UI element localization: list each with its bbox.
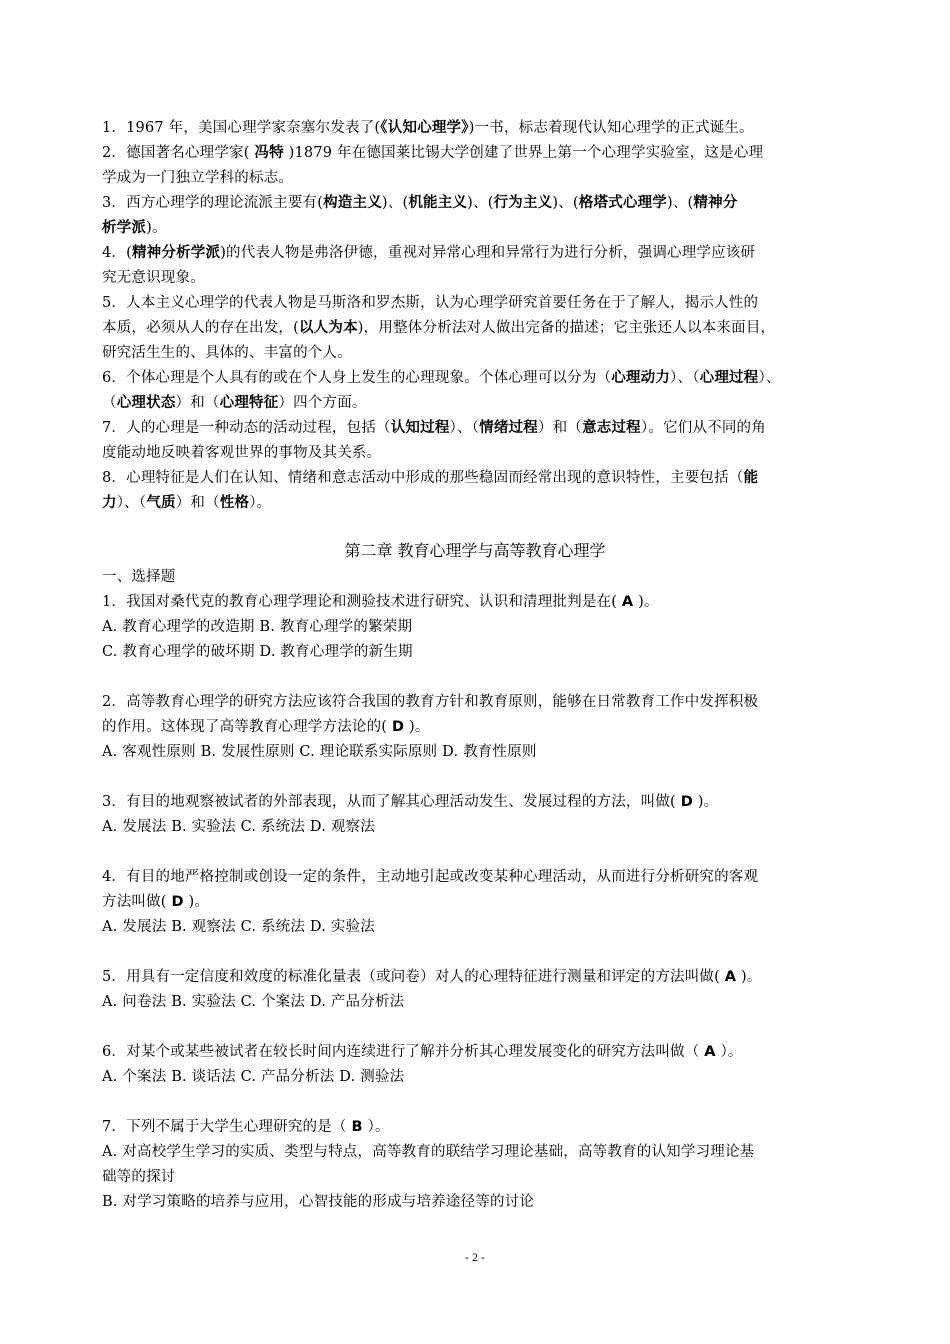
question-text: A. 教育心理学的改造期 B. 教育心理学的繁荣期 xyxy=(102,619,413,635)
answer-text: 情绪过程 xyxy=(479,420,538,436)
text-line xyxy=(102,867,758,887)
question-text: 8．心理特征是人们在认知、情绪和意志活动中形成的那些稳固而经常出现的意识特性，主要包括（ xyxy=(102,470,744,486)
text-line xyxy=(102,243,755,263)
text-line xyxy=(102,343,352,363)
text-line xyxy=(102,917,375,937)
answer-text: 心理特征 xyxy=(219,395,279,411)
question-text: )。 xyxy=(183,894,210,910)
question-text: 1．1967 年，美国心理学家奈塞尔发表了( xyxy=(102,120,381,136)
text-line xyxy=(102,1142,754,1162)
answer-text: 构造主义 xyxy=(323,195,382,211)
answer-text: 以人为本 xyxy=(298,320,358,336)
question-text: 础等的探讨 xyxy=(102,1169,176,1185)
text-line xyxy=(102,617,412,637)
answer-text: 精神分 xyxy=(693,195,738,211)
text-line xyxy=(102,168,293,188)
question-text: B. 对学习策略的培养与应用，心智技能的形成与培养途径等的讨论 xyxy=(102,1194,535,1210)
question-text: 5．人本主义心理学的代表人物是马斯洛和罗杰斯，认为心理学研究首要任务在于了解人，揭示人性的 xyxy=(102,295,759,311)
text-line xyxy=(102,118,754,138)
answer-text: 心理过程 xyxy=(699,370,759,386)
question-text: 5．用具有一定信度和效度的标准化量表（或问卷）对人的心理特征进行测量和评定的方法叫做( xyxy=(102,969,725,985)
question-text: ）和（ xyxy=(537,420,583,436)
text-line xyxy=(102,268,205,288)
question-text: 4．有目的地严格控制或创设一定的条件，主动地引起或改变某种心理活动，从而进行分析研究的客观 xyxy=(102,869,759,885)
text-line xyxy=(102,792,718,812)
question-text: )。 xyxy=(692,794,719,810)
text-line xyxy=(102,318,775,338)
question-text: 一、选择题 xyxy=(102,569,176,585)
question-text: )。 xyxy=(404,719,430,735)
question-text: A. 问卷法 B. 实验法 C. 个案法 D. 产品分析法 xyxy=(102,994,405,1010)
question-text: （ xyxy=(102,395,117,411)
question-text: C. 教育心理学的破坏期 D. 教育心理学的新生期 xyxy=(102,644,413,660)
answer-text: D xyxy=(171,894,184,910)
answer-text: 《认知心理学》 xyxy=(380,120,469,136)
question-text: 7．人的心理是一种动态的活动过程，包括（ xyxy=(102,420,391,436)
answer-text: 冯特 xyxy=(254,145,284,161)
question-text: 3．西方心理学的理论流派主要有( xyxy=(102,195,324,211)
answer-text: A xyxy=(724,969,737,985)
text-line xyxy=(102,493,271,513)
text-line xyxy=(102,592,659,612)
question-text: ）。它们从不同的角 xyxy=(640,420,766,436)
text-line xyxy=(102,642,413,662)
answer-text: 行为主义 xyxy=(493,195,553,211)
answer-text: 力 xyxy=(102,495,117,511)
text-line xyxy=(102,1042,743,1062)
question-text: )、( xyxy=(667,195,694,211)
question-text: )1879 年在德国莱比锡大学创建了世界上第一个心理学实验室，这是心理 xyxy=(283,145,764,161)
question-text: ）四个方面。 xyxy=(278,395,367,411)
text-line xyxy=(102,218,167,238)
text-line xyxy=(102,817,375,837)
answer-text: 气质 xyxy=(146,495,176,511)
question-text: 的作用。这体现了高等教育心理学方法论的( xyxy=(102,719,392,735)
answer-text: 机能主义 xyxy=(408,195,468,211)
question-text: )。 xyxy=(146,220,167,236)
question-text: 6．个体心理是个人具有的或在个人身上发生的心理现象。个体心理可以分为（ xyxy=(102,370,612,386)
answer-text: 析学派 xyxy=(102,220,147,236)
answer-text: 心理状态 xyxy=(116,395,176,411)
text-line xyxy=(102,967,762,987)
text-line xyxy=(102,892,209,912)
text-line xyxy=(102,443,381,463)
text-line xyxy=(102,567,176,587)
question-text: 学成为一门独立学科的标志。 xyxy=(102,170,294,186)
answer-text: 心理动力 xyxy=(611,370,671,386)
answer-text: D xyxy=(680,794,693,810)
question-text: )。 xyxy=(633,594,659,610)
question-text: 研究活生生的、具体的、丰富的个人。 xyxy=(102,345,352,361)
question-text: A. 对高校学生学习的实质、类型与特点，高等教育的联结学习理论基础，高等教育的认知学习理论基 xyxy=(102,1144,755,1160)
question-text: A. 客观性原则 B. 发展性原则 C. 理论联系实际原则 D. 教育性原则 xyxy=(102,744,537,760)
question-text: 本质，必须从人的存在出发，( xyxy=(102,320,299,336)
question-text: 2．高等教育心理学的研究方法应该符合我国的教育方针和教育原则，能够在日常教育工作中发挥积极 xyxy=(102,694,759,710)
answer-text: A xyxy=(621,594,634,610)
answer-text: 能 xyxy=(743,470,759,486)
text-line xyxy=(102,1167,176,1187)
answer-text: B xyxy=(351,1119,363,1135)
question-text: A. 发展法 B. 观察法 C. 系统法 D. 实验法 xyxy=(102,919,375,935)
question-text: 2．德国著名心理学家( xyxy=(102,145,255,161)
question-text: 3．有目的地观察被试者的外部表现，从而了解其心理活动发生、发展过程的方法，叫做( xyxy=(102,794,681,810)
text-line xyxy=(102,692,758,712)
chapter-title: 第二章 教育心理学与高等教育心理学 xyxy=(344,541,606,560)
question-text: )一书，标志着现代认知心理学的正式诞生。 xyxy=(468,120,754,136)
question-text: ）和（ xyxy=(175,395,220,411)
question-text: ）、（ xyxy=(116,495,147,511)
question-text: 方法叫做( xyxy=(102,894,172,910)
text-line xyxy=(102,418,766,438)
text-line xyxy=(102,193,738,213)
answer-text: 精神分析学派 xyxy=(131,245,221,261)
text-line xyxy=(102,1117,390,1137)
text-line xyxy=(102,293,758,313)
text-line xyxy=(102,143,763,163)
answer-text: 格塔式心理学 xyxy=(578,195,667,211)
question-text: ）、（ xyxy=(670,370,700,386)
text-line xyxy=(102,368,781,388)
page-number: - 2 - xyxy=(465,1250,485,1264)
question-text: 究无意识现象。 xyxy=(102,270,205,286)
question-text: ）和（ xyxy=(175,495,220,511)
answer-text: 性格 xyxy=(219,495,250,511)
text-line xyxy=(102,1192,534,1212)
text-line xyxy=(102,468,758,488)
answer-text: 意志过程 xyxy=(582,420,641,436)
question-text: )、( xyxy=(552,195,579,211)
text-line xyxy=(102,717,430,737)
answer-text: 认知过程 xyxy=(390,420,450,436)
question-text: A. 发展法 B. 实验法 C. 系统法 D. 观察法 xyxy=(102,819,375,835)
question-text: 7．下列不属于大学生心理研究的是（ xyxy=(102,1119,352,1135)
question-text: 度能动地反映着客观世界的事物及其关系。 xyxy=(102,445,382,461)
question-text: A. 个案法 B. 谈话法 C. 产品分析法 D. 测验法 xyxy=(102,1069,405,1085)
question-text: )、( xyxy=(381,195,409,211)
question-text: )、( xyxy=(467,195,494,211)
question-text: ）。 xyxy=(249,495,272,511)
text-line xyxy=(102,1067,404,1087)
question-text: 6．对某个或某些被试者在较长时间内连续进行了解并分析其心理发展变化的研究方法叫做（ xyxy=(102,1044,705,1060)
question-text: ）、 xyxy=(758,370,781,386)
question-text: ）。 xyxy=(715,1044,743,1060)
text-line xyxy=(102,992,404,1012)
question-text: )，用整体分析法对人做出完备的描述；它主张还人以本来面目， xyxy=(357,320,776,336)
question-text: 4．( xyxy=(102,245,132,261)
question-text: )的代表人物是弗洛伊德，重视对异常心理和异常行为进行分析，强调心理学应该研 xyxy=(220,245,756,261)
question-text: 1．我国对桑代克的教育心理学理论和测验技术进行研究、认识和清理批判是在( xyxy=(102,594,622,610)
question-text: ）、（ xyxy=(449,420,480,436)
text-line xyxy=(102,393,367,413)
answer-text: A xyxy=(704,1044,716,1060)
question-text: )。 xyxy=(736,969,762,985)
question-text: ）。 xyxy=(362,1119,390,1135)
answer-text: D xyxy=(391,719,405,735)
text-line xyxy=(102,742,537,762)
